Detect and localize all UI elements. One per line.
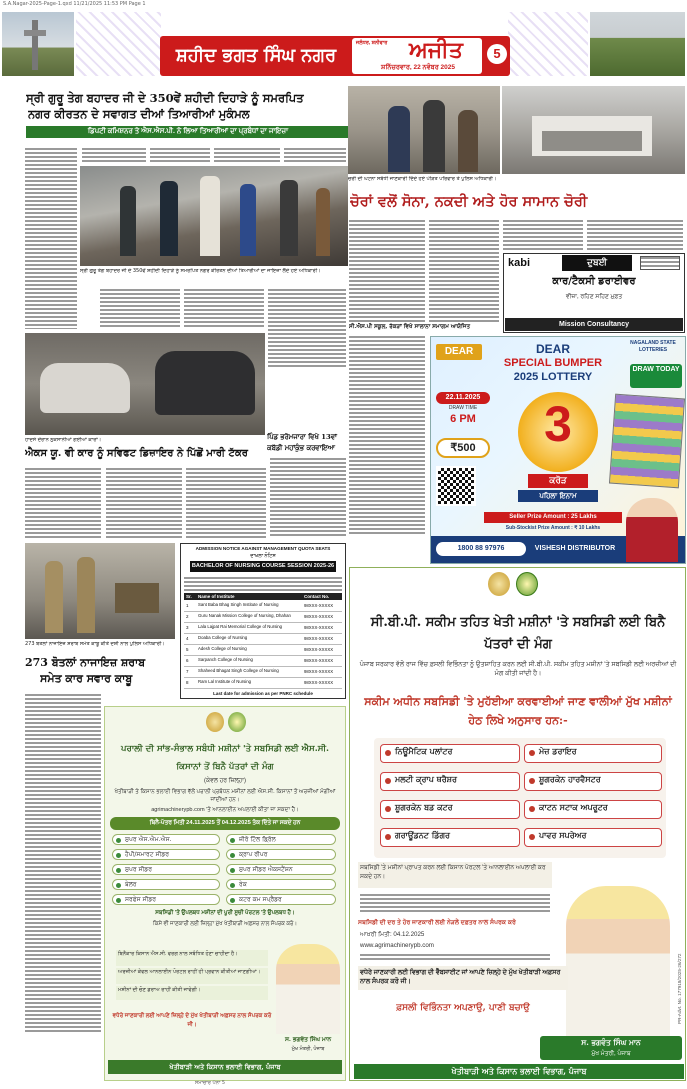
liquor-photo — [25, 543, 175, 639]
crm-bullet: ਅਰਜ਼ੀਆਂ ਕੇਵਲ ਆਨਲਾਈਨ ਪੋਰਟਲ ਰਾਹੀਂ ਹੀ ਪ੍ਰਵਾਨ ਕੀਤੀਆਂ ਜਾਣਗੀਆਂ। — [116, 968, 268, 984]
accident-headline: ਐਕਸ ਯੂ. ਵੀ ਕਾਰ ਨੂੰ ਸਵਿਫਟ ਡਿਜ਼ਾਇਰ ਨੇ ਪਿੱਛੋਂ ਮਾਰੀ ਟੱਕਰ — [25, 448, 248, 459]
admission-row-sr: 7 — [186, 669, 189, 674]
kabi-flag-icon — [640, 256, 680, 270]
lottery-draw-time-label: DRAW TIME — [448, 405, 478, 411]
admission-row-sr: 3 — [186, 625, 189, 630]
lottery-draw-time: 6 PM — [450, 413, 476, 425]
lottery-amount-sub: ਪਹਿਲਾ ਇਨਾਮ — [518, 490, 598, 502]
admission-row-name: Shaheed Bhagat Singh College of Nursing — [198, 668, 279, 673]
admission-head-contact: Contact No. — [304, 594, 330, 599]
admission-row — [184, 678, 342, 689]
admission-row-name: Adesh College of Nursing — [198, 646, 247, 651]
liquor-headline-2: ਸਮੇਤ ਕਾਰ ਸਵਾਰ ਕਾਬੂ — [40, 672, 133, 685]
masthead-right-photo — [590, 12, 685, 76]
admission-intro — [184, 575, 342, 591]
admission-row-name: Doaba College of Nursing — [198, 635, 248, 640]
theft-body-1 — [349, 218, 425, 322]
cbp-signatory-title: ਮੁੱਖ ਮੰਤਰੀ, ਪੰਜਾਬ — [591, 1051, 631, 1057]
cbp-slogan: ਫ਼ਸਲੀ ਵਿਭਿੰਨਤਾ ਅਪਣਾਉ, ਪਾਣੀ ਬਚਾਉ — [396, 1003, 530, 1013]
cbp-emblem-icon — [488, 572, 510, 596]
cbp-machine-label: ਸ਼ੂਗਰਕੇਨ ਬਡ ਕਟਰ — [395, 803, 453, 812]
kabi-dubai: ਦੁਬਈ — [562, 255, 632, 271]
admission-row — [184, 601, 342, 612]
crm-machine-label: ਸੁਪਰ ਸੀਡਰ ਐਕਸਟੈਂਸ਼ਨ — [239, 866, 293, 873]
cbp-heading: ਸਕੀਮ ਅਧੀਨ ਸਬਸਿਡੀ 'ਤੇ ਮੁਹੱਈਆ ਕਰਵਾਈਆਂ ਜਾਣ ਵਾਲੀਆਂ ਮੁੱਖ ਮਸ਼ੀਨਾਂ ਹੇਠ ਲਿਖੇ ਅਨੁਸਾਰ ਹਨ:- — [364, 695, 672, 727]
admission-box: BACHELOR OF NURSING COURSE SESSION 2025-26 — [190, 561, 336, 572]
cbp-dept-logo-icon — [516, 572, 538, 596]
admission-row — [184, 667, 342, 678]
cbp-machine-item — [380, 772, 520, 791]
accident-body-1 — [25, 466, 101, 538]
lead-subhead: ਡਿਪਟੀ ਕਮਿਸ਼ਨਰ ਤੇ ਐਸ.ਐਸ.ਪੀ. ਨੇ ਲਿਆ ਤਿਆਰੀਆਂ ਦਾ ਪ੍ਰਬੰਧਾਂ ਦਾ ਜਾਇਜ਼ਾ — [26, 126, 350, 138]
lead-body-lower-1 — [100, 287, 180, 329]
lead-body-col2 — [82, 146, 146, 164]
accident-photo — [25, 333, 265, 435]
cbp-machine-item — [524, 800, 662, 819]
lottery-draw-today: DRAW TODAY — [630, 364, 682, 388]
admission-row-contact: 98XXX-XXXXX — [304, 647, 334, 652]
admission-row-contact: 98XXX-XXXXX — [304, 625, 334, 630]
cbp-machine-label: ਕਾਟਨ ਸਟਾਕ ਅਪਰੂਟਰ — [539, 803, 608, 812]
theft-body-4 — [587, 218, 683, 250]
admission-row — [184, 645, 342, 656]
cbp-machine-item — [380, 828, 520, 847]
school-headline: ਸੀ.ਐਸ.ਪੀ ਸਕੂਲ, ਰੱਕੜਾਂ ਵਿਖੇ ਸਾਲਾਨਾ ਸਮਾਗਮ ਆਯੋਜਿਤ — [349, 324, 471, 330]
crm-title: ਪਰਾਲੀ ਦੀ ਸਾਂਭ-ਸੰਭਾਲ ਸਬੰਧੀ ਮਸ਼ੀਨਾਂ 'ਤੇ ਸਬਸਿਡੀ ਲਈ ਐਸ.ਸੀ. ਕਿਸਾਨਾਂ ਤੋਂ ਬਿਨੈ ਪੱਤਰਾਂ ਦੀ ਮੰਗ — [120, 744, 330, 772]
cbp-appeal: ਵਧੇਰੇ ਜਾਣਕਾਰੀ ਲਈ ਵਿਭਾਗ ਦੀ ਵੈੱਬਸਾਈਟ ਜਾਂ ਆਪਣੇ ਜ਼ਿਲ੍ਹੇ ਦੇ ਮੁੱਖ ਖੇਤੀਬਾੜੀ ਅਫ਼ਸਰ ਨਾਲ ਸੰਪਰਕ ਕਰੋ ਜੀ। — [358, 966, 568, 990]
admission-row-name: Sant Baba Bhag Singh Institute of Nursing — [198, 602, 279, 607]
theft-photo-caption: ਚੋਰੀ ਦੀ ਘਟਨਾ ਸਬੰਧੀ ਜਾਣਕਾਰੀ ਦਿੰਦੇ ਹੋਏ ਪੀੜਤ ਪਰਿਵਾਰ ਤੇ ਪੁਲਿਸ ਅਧਿਕਾਰੀ। — [348, 176, 497, 182]
lead-body-col5 — [284, 146, 346, 164]
crm-contact: ਕਿਸੇ ਵੀ ਜਾਣਕਾਰੀ ਲਈ ਜ਼ਿਲ੍ਹਾ ਮੁੱਖ ਖੇਤੀਬਾੜੀ ਅਫ਼ਸਰ ਨਾਲ ਸੰਪਰਕ ਕਰੋ। — [152, 921, 298, 927]
crm-machine-item — [112, 864, 220, 875]
crm-signatory-name: ਸ. ਭਗਵੰਤ ਸਿੰਘ ਮਾਨ — [285, 1037, 331, 1043]
admission-footer: Last date for admission as per PNRC schedule — [213, 691, 313, 696]
masthead-brand: ਅਜੀਤ — [409, 37, 463, 63]
lead-body-col1 — [25, 146, 77, 329]
admission-subtitle: ਦਾਖ਼ਲਾ ਨੋਟਿਸ — [250, 553, 276, 559]
lead-photo — [80, 166, 348, 266]
crm-machine-label: ਬੇਲਰ — [125, 881, 137, 888]
crm-machine-item — [226, 894, 336, 905]
lottery-dear-logo: DEAR — [436, 344, 482, 360]
theft-body-2 — [429, 218, 499, 322]
cbp-contact-title: ਸਬਸਿਡੀ ਦੀ ਦਰ ਤੇ ਹੋਰ ਜਾਣਕਾਰੀ ਲਈ ਨੇੜਲੇ ਦਫ਼ਤਰ ਨਾਲ ਸੰਪਰਕ ਕਰੋ — [358, 919, 516, 926]
accident-body-2 — [106, 466, 182, 538]
admission-title: ADMISSION NOTICE AGAINST MANAGEMENT QUOTA SEATS — [195, 546, 331, 551]
admission-row-contact: 98XXX-XXXXX — [304, 669, 334, 674]
admission-row-name: Ram Lal Institute of Nursing — [198, 679, 252, 684]
small-story-headline: ਪਿੰਡ ਭਰੋਮਜਾਰਾ ਵਿਖੇ 13ਵਾਂ ਕਬੱਡੀ ਮਹਾਂਕੁੰਭ ਕਰਵਾਇਆ — [267, 433, 337, 452]
admission-row — [184, 612, 342, 623]
page-number-badge: 5 — [487, 44, 507, 64]
liquor-headline-1: 273 ਬੋਤਲਾਂ ਨਾਜਾਇਜ਼ ਸ਼ਰਾਬ — [25, 656, 146, 669]
admission-row-contact: 98XXX-XXXXX — [304, 614, 334, 619]
crm-machine-label: ਕਟਰ ਕਮ ਸਪ੍ਰੈਡਰ — [239, 896, 282, 903]
cbp-machine-label: ਗਰਾਊਂਡਨਟ ਡਿੱਗਰ — [395, 831, 451, 840]
cbp-intro: ਪੰਜਾਬ ਸਰਕਾਰ ਵੱਲੋਂ ਰਾਜ ਵਿੱਚ ਫ਼ਸਲੀ ਵਿਭਿੰਨਤਾ ਨੂੰ ਉਤਸ਼ਾਹਿਤ ਕਰਨ ਲਈ ਸੀ.ਬੀ.ਪੀ. ਸਕੀਮ ਤਹਿਤ ਮਸ਼ੀਨਾਂ 'ਤੇ ਸਬਸਿਡੀ ਲਈ ਅਰਜ਼ੀਆਂ ਦੀ ਮੰਗ ਕੀਤੀ ਜਾਂਦੀ ਹੈ। — [359, 661, 677, 677]
cbp-machine-label: ਸ਼ੂਗਰਕੇਨ ਹਾਰਵੈਸਟਰ — [539, 775, 601, 784]
admission-row — [184, 656, 342, 667]
crm-intro: ਖੇਤੀਬਾੜੀ ਤੇ ਕਿਸਾਨ ਭਲਾਈ ਵਿਭਾਗ ਵੱਲੋਂ ਪਰਾਲੀ ਪ੍ਰਬੰਧਨ ਮਸ਼ੀਨਾਂ ਲਈ ਐਸ.ਸੀ. ਕਿਸਾਨਾਂ ਤੋਂ ਅਰਜ਼ੀਆਂ ਮੰਗੀਆਂ ਜਾਂਦੀਆਂ ਹਨ। — [114, 789, 336, 803]
theft-photo-right — [502, 86, 685, 174]
masthead-date: ਸ਼ਨਿੱਚਰਵਾਰ, 22 ਨਵੰਬਰ 2025 — [381, 64, 455, 71]
lottery-amount: 3 — [544, 396, 572, 452]
lottery-draw-date: 22.11.2025 — [436, 392, 490, 404]
crm-machine-label: ਸੁਪਰ ਐਸ.ਐਮ.ਐਸ. — [125, 836, 172, 843]
lottery-qr-icon — [436, 466, 476, 506]
crm-subtitle: (ਕੇਵਲ ਹਰ ਜ਼ਿਲ੍ਹਾ) — [204, 778, 246, 784]
crm-machine-item — [112, 849, 220, 860]
admission-row-sr: 5 — [186, 647, 189, 652]
crm-machine-label: ਸਰਫੇਸ ਸੀਡਰ — [125, 896, 156, 903]
crm-machine-label: ਰੇਕ — [239, 881, 247, 888]
cbp-title: ਸੀ.ਬੀ.ਪੀ. ਸਕੀਮ ਤਹਿਤ ਖੇਤੀ ਮਸ਼ੀਨਾਂ 'ਤੇ ਸਬਸਿਡੀ ਲਈ ਬਿਨੈ ਪੱਤਰਾਂ ਦੀ ਮੰਗ — [370, 615, 666, 652]
crm-dept-logo-icon — [228, 712, 246, 732]
cbp-signatory-name: ਸ. ਭਗਵੰਤ ਸਿੰਘ ਮਾਨ — [581, 1038, 641, 1047]
theft-headline: ਚੋਰਾਂ ਵਲੋਂ ਸੋਨਾ, ਨਕਦੀ ਅਤੇ ਹੋਰ ਸਾਮਾਨ ਚੋਰੀ — [350, 193, 588, 210]
crm-emblem-icon — [206, 712, 224, 732]
cbp-dept: ਖੇਤੀਬਾੜੀ ਅਤੇ ਕਿਸਾਨ ਭਲਾਈ ਵਿਭਾਗ, ਪੰਜਾਬ — [354, 1064, 684, 1079]
page-footer: ਸਮਾਚਾਰ ਪੰਨਾ 5 — [194, 1080, 226, 1086]
small-story-body — [270, 456, 346, 538]
lead-body-col3 — [150, 146, 210, 164]
admission-row-contact: 98XXX-XXXXX — [304, 603, 334, 608]
crm-bullet: ਮਸ਼ੀਨਾਂ ਦੀ ਚੋਣ ਡਰਾਅ ਰਾਹੀਂ ਕੀਤੀ ਜਾਵੇਗੀ। — [116, 986, 268, 1000]
kabi-detail: ਵੀਜ਼ਾ, ਰਹਿਣ ਸਹਿਣ ਮੁਫ਼ਤ — [565, 294, 623, 300]
crm-machine-item — [112, 834, 220, 845]
cbp-machine-label: ਮਲਟੀ ਕ੍ਰਾਪ ਥਰੈਸ਼ਰ — [395, 775, 457, 784]
admission-row-sr: 1 — [186, 603, 189, 608]
crm-footnote: ਸਬਸਿਡੀ 'ਤੇ ਉਪਲਬਧ ਮਸ਼ੀਨਾਂ ਦੀ ਪੂਰੀ ਸੂਚੀ ਪੋਰਟਲ 'ਤੇ ਉਪਲਬਧ ਹੈ। — [155, 910, 295, 916]
crm-signatory-title: ਮੁੱਖ ਮੰਤਰੀ, ਪੰਜਾਬ — [291, 1046, 325, 1052]
admission-row-name: Lala Lajpat Rai Memorial College of Nursing — [198, 624, 283, 629]
admission-row-sr: 8 — [186, 680, 189, 685]
crm-machine-item — [226, 879, 336, 890]
cbp-machine-label: ਪਾਵਰ ਸਪਰੇਅਰ — [539, 831, 587, 840]
admission-row-sr: 4 — [186, 636, 189, 641]
crm-machine-label: ਹੈਪੀ/ਸਮਾਰਟ ਸੀਡਰ — [125, 851, 169, 858]
cbp-note: ਸਬਸਿਡੀ 'ਤੇ ਮਸ਼ੀਨਾਂ ਪ੍ਰਾਪਤ ਕਰਨ ਲਈ ਕਿਸਾਨ ਪੋਰਟਲ 'ਤੇ ਆਨਲਾਈਨ ਅਪਲਾਈ ਕਰ ਸਕਦੇ ਹਨ। — [358, 862, 552, 888]
lead-headline-1: ਸ੍ਰੀ ਗੁਰੂ ਤੇਗ ਬਹਾਦਰ ਜੀ ਦੇ 350ਵੇਂ ਸ਼ਹੀਦੀ ਦਿਹਾੜੇ ਨੂੰ ਸਮਰਪਿਤ — [26, 91, 304, 105]
admission-row — [184, 623, 342, 634]
theft-photo-left — [348, 86, 500, 174]
print-slug: S.A.Nagar-2025-Page-1.qxd 11/21/2025 11:53 PM Page 1 — [3, 1, 146, 7]
crm-dept: ਖੇਤੀਬਾੜੀ ਅਤੇ ਕਿਸਾਨ ਭਲਾਈ ਵਿਭਾਗ, ਪੰਜਾਬ — [108, 1060, 342, 1074]
lead-body-lower-3 — [268, 287, 346, 367]
cbp-cm-photo — [566, 886, 670, 1036]
masthead-brand-sub: ਜਲੰਧਰ, ਸ਼ਨੀਵਾਰ — [356, 40, 388, 46]
lead-body-lower-2 — [184, 287, 264, 329]
cbp-advt-no: PR-Advt. No. 177918/2025-26/272 — [677, 953, 682, 1024]
cbp-eligibility-text — [360, 892, 550, 914]
cbp-machine-item — [380, 744, 520, 763]
admission-row-name: Guru Nanak Mission College of Nursing, Dhahan — [198, 613, 291, 618]
cbp-apply-text — [360, 952, 550, 962]
crm-machine-item — [112, 894, 220, 905]
admission-row-sr: 6 — [186, 658, 189, 663]
cbp-machine-item — [524, 744, 662, 763]
cbp-machine-item — [380, 800, 520, 819]
crm-machine-item — [226, 834, 336, 845]
admission-row-contact: 98XXX-XXXXX — [304, 658, 334, 663]
kabi-logo: kabi — [508, 257, 531, 269]
lottery-seller-prize: Seller Prize Amount : 25 Lakhs — [484, 512, 622, 523]
cbp-machine-label: ਮੇਜ਼ ਡਰਾਇਰ — [539, 747, 577, 756]
admission-row-contact: 98XXX-XXXXX — [304, 680, 334, 685]
masthead-city: ਸ਼ਹੀਦ ਭਗਤ ਸਿੰਘ ਨਗਰ — [175, 45, 337, 66]
masthead-pattern-right — [508, 12, 588, 76]
crm-cm-photo — [276, 944, 340, 1034]
kabi-title: ਕਾਰ/ਟੈਕਸੀ ਡਰਾਈਵਰ — [552, 276, 636, 287]
theft-body-3 — [503, 218, 583, 250]
crm-date-banner: ਬਿਨੈ-ਪੱਤਰ ਮਿਤੀ 24.11.2025 ਤੋਂ 04.12.2025 ਤੱਕ ਦਿੱਤੇ ਜਾ ਸਕਦੇ ਹਨ — [110, 817, 340, 830]
kabi-company: Mission Consultancy — [505, 318, 683, 331]
crm-machine-item — [226, 849, 336, 860]
crm-machine-label: ਸੁਪਰ ਸੀਡਰ — [125, 866, 152, 873]
admission-row-name: Sarpanch College of Nursing — [198, 657, 253, 662]
lead-photo-caption: ਸ੍ਰੀ ਗੁਰੂ ਤੇਗ ਬਹਾਦਰ ਜੀ ਦੇ 350ਵੇਂ ਸ਼ਹੀਦੀ ਦਿਹਾੜੇ ਨੂੰ ਸਮਰਪਿਤ ਨਗਰ ਕੀਰਤਨ ਦੀਆਂ ਤਿਆਰੀਆਂ ਦਾ ਜਾਇਜ਼ਾ ਲੈਂਦੇ ਹੋਏ ਅਧਿਕਾਰੀ। — [80, 268, 321, 274]
lottery-amount-label: ਕਰੋੜ — [528, 474, 588, 488]
lottery-price: ₹500 — [436, 438, 490, 458]
masthead-left-photo — [2, 12, 74, 76]
crm-website-line: agrimachinerypb.com 'ਤੇ ਆਨਲਾਈਨ ਅਪਲਾਈ ਕੀਤਾ ਜਾ ਸਕਦਾ ਹੈ। — [151, 807, 299, 813]
lottery-title-2: SPECIAL BUMPER — [503, 357, 603, 369]
crm-machine-item — [226, 864, 336, 875]
accident-photo-caption: ਹਾਦਸੇ ਦੌਰਾਨ ਨੁਕਸਾਨੀਆਂ ਗਈਆਂ ਕਾਰਾਂ। — [25, 437, 102, 443]
admission-row-contact: 98XXX-XXXXX — [304, 636, 334, 641]
lead-body-col4 — [214, 146, 280, 164]
lead-headline-2: ਨਗਰ ਕੀਰਤਨ ਦੇ ਸਵਾਗਤ ਦੀਆਂ ਤਿਆਰੀਆਂ ਮੁਕੰਮਲ — [28, 107, 250, 121]
lottery-nagaland: NAGALAND STATE LOTTERIES — [630, 340, 676, 353]
admission-head-sr: Sr. — [186, 594, 192, 599]
cbp-machine-label: ਨਿਊਮੈਟਿਕ ਪਲਾਂਟਰ — [395, 747, 453, 756]
admission-head-name: Name of Institute — [198, 594, 235, 599]
lottery-title-1: DEAR — [535, 342, 570, 356]
accident-body-3 — [186, 466, 266, 538]
school-body — [349, 334, 425, 534]
lottery-sub-seller: Sub-Stockist Prize Amount : ₹ 10 Lakhs — [505, 525, 601, 531]
lottery-title-3: 2025 LOTTERY — [513, 371, 593, 383]
lottery-phone: 1800 88 97976 — [436, 542, 526, 556]
crm-machine-item — [112, 879, 220, 890]
cbp-machine-item — [524, 772, 662, 791]
masthead-pattern-left — [76, 12, 161, 76]
crm-machine-label: ਕ੍ਰਾਪ ਰੀਪਰ — [239, 851, 268, 858]
crm-bullet: ਬਿਨੈਕਾਰ ਕਿਸਾਨ ਐਸ.ਸੀ. ਵਰਗ ਨਾਲ ਸਬੰਧਿਤ ਹੋਣਾ ਚਾਹੀਦਾ ਹੈ। — [116, 950, 268, 966]
cbp-website: www.agrimachinerypb.com — [360, 942, 434, 949]
crm-machine-label: ਜ਼ੀਰੋ ਟਿੱਲ ਡ੍ਰਿੱਲ — [239, 836, 276, 843]
lottery-tickets — [609, 394, 685, 489]
admission-row — [184, 634, 342, 645]
cbp-last-date: ਆਖ਼ਰੀ ਮਿਤੀ: 04.12.2025 — [360, 931, 425, 938]
lottery-person — [626, 498, 678, 562]
liquor-photo-caption: 273 ਬੋਤਲਾਂ ਨਾਜਾਇਜ਼ ਸ਼ਰਾਬ ਸਮੇਤ ਕਾਬੂ ਕੀਤੇ ਦੋਸ਼ੀ ਨਾਲ ਪੁਲਿਸ ਅਧਿਕਾਰੀ। — [25, 641, 165, 647]
admission-row-sr: 2 — [186, 614, 189, 619]
lottery-distributor: VISHESH DISTRIBUTOR — [534, 545, 616, 552]
liquor-body — [25, 692, 101, 1032]
crm-appeal: ਵਧੇਰੇ ਜਾਣਕਾਰੀ ਲਈ ਆਪਣੇ ਜ਼ਿਲ੍ਹੇ ਦੇ ਮੁੱਖ ਖੇਤੀਬਾੜੀ ਅਫ਼ਸਰ ਨਾਲ ਸੰਪਰਕ ਕਰੋ ਜੀ। — [112, 1013, 272, 1028]
cbp-machine-item — [524, 828, 662, 847]
